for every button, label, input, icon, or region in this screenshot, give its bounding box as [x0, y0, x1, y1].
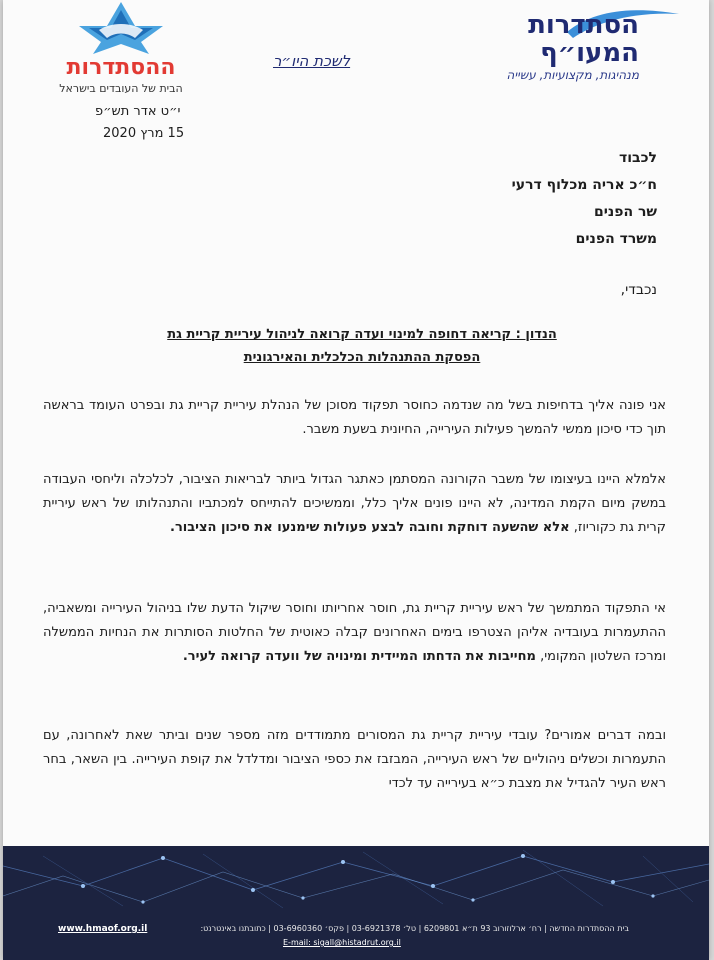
gregorian-date: 15 מרץ 2020 — [103, 126, 185, 141]
paragraph-1: אני פונה אליך בדחיפות בשל מה שנדמה כחוסר תפקוד מסוכן של הנהלת עיריית קריית גת ובפרט העומד בראשה תוך כדי סיכון ממשי להמשך פעילות העירייה, החיונית בשעת משבר. — [43, 398, 666, 437]
maof-tagline: מנהיגות, מקצועיות, עשייה — [506, 68, 639, 82]
maof-logo-line1: הסתדרות — [528, 10, 639, 40]
subject-line-2: הפסקת ההתנהלות הכלכלית והאירגונית — [243, 350, 481, 365]
handshake-star-icon — [69, 0, 173, 54]
paragraph-3-emphasis: מחייבות את הדחתו המיידית ומינויה של וועדה קרואה לעיר. — [182, 649, 536, 664]
letter-page — [3, 0, 709, 960]
paragraph-2-text: אלמלא היינו בעיצומו של משבר הקורונה המסתמן כאתגר הגדול ביותר לבריאות הציבור, לכלכלה וליחסי העבודה במשק מיום הקמת המדינה, לא היינו פונים אליך כלל, וממשיכים להתייחס למכתביו והתנהלותו של ראש עיריית קרית גת כקוריוז, — [43, 472, 666, 535]
hebrew-date: י״ט אדר תש״פ — [95, 104, 181, 119]
maof-logo — [463, 4, 683, 90]
letter-footer — [3, 846, 709, 960]
paragraph-3 — [43, 597, 666, 669]
chairman-office-label: לשכת היו״ר — [273, 52, 351, 70]
histadrut-logo — [31, 0, 211, 96]
footer-address: בית ההסתדרות החדשה | רח׳ ארלוזורוב 93 ת״א 6209801 | טל׳ 03-6921378 | פקס׳ 03-6960360 | כתובתנו באינטרנט: — [200, 924, 629, 933]
histadrut-subtitle: הבית של העובדים בישראל — [59, 82, 183, 95]
footer-website-link[interactable]: www.hmaof.org.il — [58, 924, 148, 934]
greeting: נכבדי, — [620, 282, 657, 298]
subject-line-1: הנדון : קריאה דחופה למינוי ועדה קרואה לניהול עיריית קריית גת — [167, 327, 557, 342]
addressee-line-2: ח״כ אריה מכלוף דרעי — [511, 177, 657, 193]
paragraph-4: ובמה דברים אמורים? עובדי עיריית קריית גת המסורים מתמודדים מזה מספר שנים וביתר שאת לאחרונה, עם התעמרות וכשלים ניהוליים של ראש העירייה, המבזבז את כספי הציבור ומדלדל את קופת העירייה. בין השאר, בחר ראש העיר להגדיל את מצבת כ״א בעירייה עד לכדי — [43, 728, 666, 791]
paragraph-3-text: אי התפקוד המתמשך של ראש עיריית קריית גת, חוסר אחריותו וחוסר שיקול הדעת שלו בניהול העירייה ומשאביה, ההתעמרות בעובדיה אליהן הצטרפו בימים האחרונים קבלה כאוטית של החלטות הסותרות את הנחיות הממשלה ומרכז השלטון המקומי, — [43, 601, 666, 664]
maof-logo-line2: המעו״ף — [540, 38, 639, 68]
paragraph-2 — [43, 468, 666, 540]
addressee-line-3: שר הפנים — [594, 204, 657, 220]
addressee-line-4: משרד הפנים — [575, 231, 657, 247]
footer-email-link[interactable]: E-mail: sigall@histadrut.org.il — [283, 938, 401, 947]
paragraph-2-emphasis: אלא שהשעה דוחקת וחובה לבצע פעולות שימנעו את סיכון הציבור. — [170, 520, 570, 535]
histadrut-name: ההסתדרות — [66, 55, 176, 80]
addressee-line-1: לכבוד — [619, 150, 657, 166]
